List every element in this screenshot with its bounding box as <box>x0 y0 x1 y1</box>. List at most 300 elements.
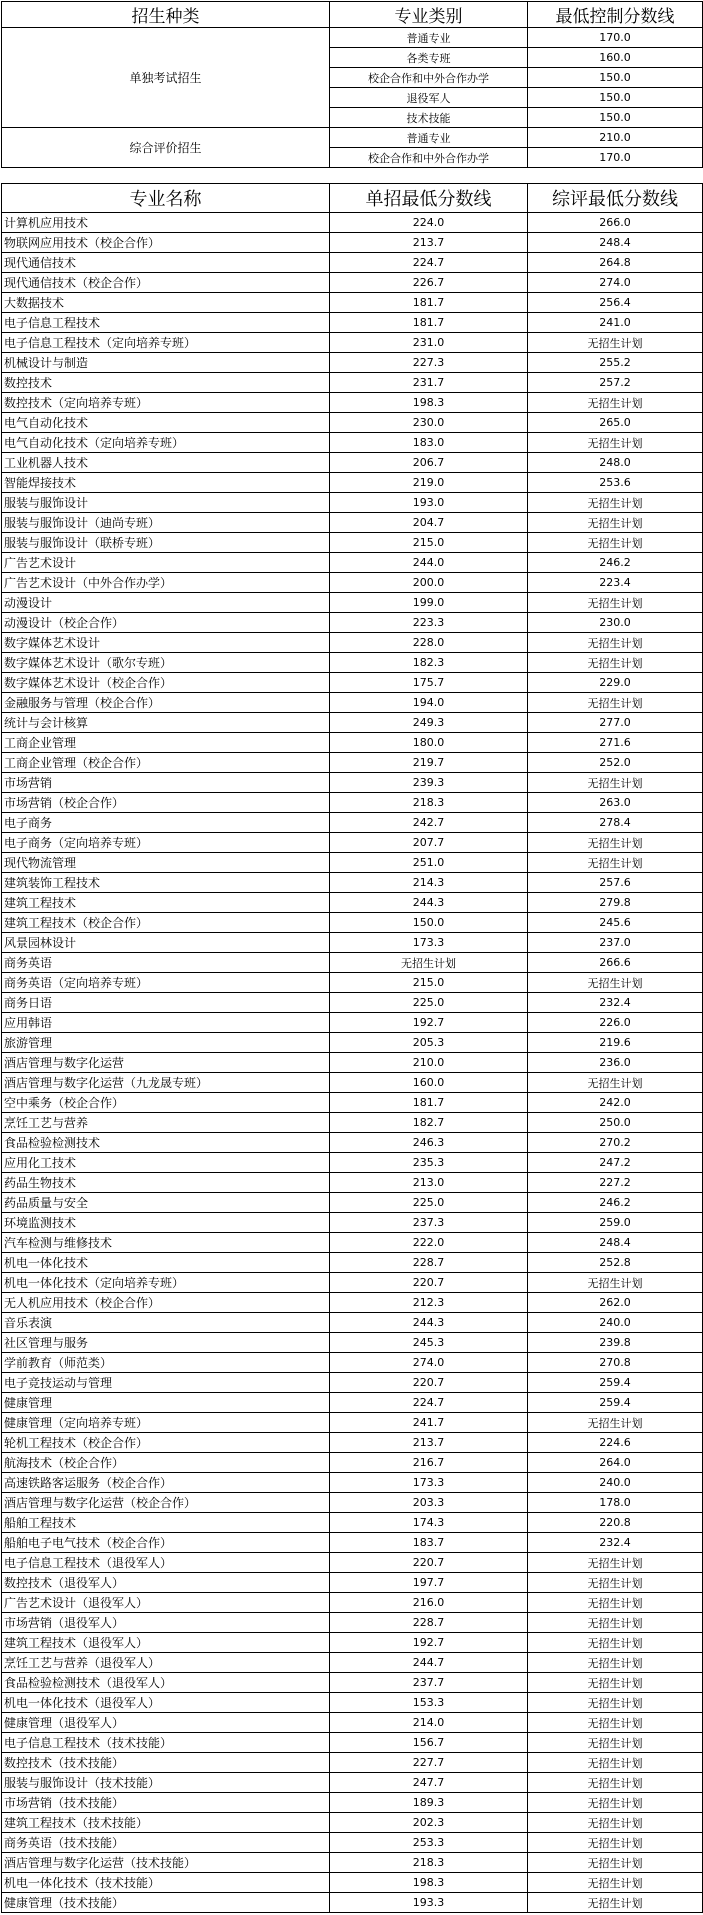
table-row <box>2 453 703 473</box>
table-row <box>2 1533 703 1553</box>
comprehensive-score-cell: 无招生计划 <box>528 1613 703 1633</box>
major-name-cell: 电子信息工程技术（技术技能） <box>2 1733 330 1753</box>
single-exam-score-cell: 227.7 <box>330 1753 528 1773</box>
major-name-cell: 酒店管理与数字化运营（校企合作） <box>2 1493 330 1513</box>
single-exam-score-cell: 247.7 <box>330 1773 528 1793</box>
major-name-cell: 工商企业管理 <box>2 733 330 753</box>
table-row <box>2 1833 703 1853</box>
table-row <box>2 253 703 273</box>
major-name-cell: 无人机应用技术（校企合作） <box>2 1293 330 1313</box>
comprehensive-score-cell: 无招生计划 <box>528 1073 703 1093</box>
single-exam-score-cell: 193.0 <box>330 493 528 513</box>
single-exam-score-cell: 244.0 <box>330 553 528 573</box>
major-name-cell: 金融服务与管理（校企合作） <box>2 693 330 713</box>
comprehensive-score-cell: 241.0 <box>528 313 703 333</box>
table-row <box>2 1113 703 1133</box>
comprehensive-score-cell: 无招生计划 <box>528 1593 703 1613</box>
single-exam-score-cell: 182.7 <box>330 1113 528 1133</box>
single-exam-score-cell: 198.3 <box>330 1873 528 1893</box>
admission-type-cell: 单独考试招生 <box>2 28 330 128</box>
single-exam-score-cell: 219.7 <box>330 753 528 773</box>
single-exam-score-cell: 226.7 <box>330 273 528 293</box>
single-exam-score-cell: 223.3 <box>330 613 528 633</box>
major-name-cell: 机械设计与制造 <box>2 353 330 373</box>
single-exam-score-cell: 249.3 <box>330 713 528 733</box>
single-exam-score-cell: 173.3 <box>330 1473 528 1493</box>
major-name-cell: 酒店管理与数字化运营 <box>2 1053 330 1073</box>
single-exam-score-cell: 231.7 <box>330 373 528 393</box>
score-cell: 210.0 <box>528 128 703 148</box>
comprehensive-score-cell: 250.0 <box>528 1113 703 1133</box>
table-row <box>2 1013 703 1033</box>
table-row <box>2 293 703 313</box>
table-row <box>2 1413 703 1433</box>
single-exam-score-cell: 235.3 <box>330 1153 528 1173</box>
comprehensive-score-cell: 无招生计划 <box>528 1713 703 1733</box>
score-cell: 150.0 <box>528 108 703 128</box>
comprehensive-score-cell: 237.0 <box>528 933 703 953</box>
comprehensive-score-cell: 无招生计划 <box>528 1573 703 1593</box>
table-row <box>2 1053 703 1073</box>
comprehensive-score-cell: 255.2 <box>528 353 703 373</box>
single-exam-score-cell: 150.0 <box>330 913 528 933</box>
single-exam-score-cell: 244.7 <box>330 1653 528 1673</box>
comprehensive-score-cell: 256.4 <box>528 293 703 313</box>
comprehensive-score-cell: 无招生计划 <box>528 833 703 853</box>
major-name-cell: 机电一体化技术（退役军人） <box>2 1693 330 1713</box>
single-exam-score-cell: 181.7 <box>330 1093 528 1113</box>
comprehensive-score-cell: 178.0 <box>528 1493 703 1513</box>
major-name-cell: 建筑工程技术 <box>2 893 330 913</box>
major-name-cell: 大数据技术 <box>2 293 330 313</box>
header-major-name: 专业名称 <box>2 184 330 213</box>
comprehensive-score-cell: 无招生计划 <box>528 513 703 533</box>
comprehensive-score-cell: 无招生计划 <box>528 773 703 793</box>
major-name-cell: 数字媒体艺术设计（歌尔专班） <box>2 653 330 673</box>
major-name-cell: 现代物流管理 <box>2 853 330 873</box>
table-row <box>2 1133 703 1153</box>
major-name-cell: 商务英语（定向培养专班） <box>2 973 330 993</box>
single-exam-score-cell: 198.3 <box>330 393 528 413</box>
comprehensive-score-cell: 无招生计划 <box>528 1553 703 1573</box>
category-cell: 普通专业 <box>330 128 528 148</box>
major-name-cell: 电子商务 <box>2 813 330 833</box>
table-row <box>2 1773 703 1793</box>
table-row <box>2 493 703 513</box>
comprehensive-score-cell: 无招生计划 <box>528 493 703 513</box>
comprehensive-score-cell: 无招生计划 <box>528 633 703 653</box>
comprehensive-score-cell: 无招生计划 <box>528 1833 703 1853</box>
major-name-cell: 广告艺术设计（中外合作办学） <box>2 573 330 593</box>
comprehensive-score-cell: 264.0 <box>528 1453 703 1473</box>
single-exam-score-cell: 207.7 <box>330 833 528 853</box>
major-name-cell: 健康管理（定向培养专班） <box>2 1413 330 1433</box>
comprehensive-score-cell: 227.2 <box>528 1173 703 1193</box>
single-exam-score-cell: 213.7 <box>330 1433 528 1453</box>
major-name-cell: 轮机工程技术（校企合作） <box>2 1433 330 1453</box>
header-row <box>2 184 703 213</box>
table-row <box>2 1733 703 1753</box>
table-row <box>2 1393 703 1413</box>
table-row <box>2 1373 703 1393</box>
single-exam-score-cell: 181.7 <box>330 313 528 333</box>
table-row <box>2 1573 703 1593</box>
comprehensive-score-cell: 230.0 <box>528 613 703 633</box>
comprehensive-score-cell: 259.4 <box>528 1393 703 1413</box>
single-exam-score-cell: 218.3 <box>330 793 528 813</box>
comprehensive-score-cell: 247.2 <box>528 1153 703 1173</box>
table-row <box>2 1553 703 1573</box>
comprehensive-score-cell: 246.2 <box>528 553 703 573</box>
single-exam-score-cell: 215.0 <box>330 533 528 553</box>
major-name-cell: 音乐表演 <box>2 1313 330 1333</box>
table-row <box>2 793 703 813</box>
single-exam-score-cell: 220.7 <box>330 1553 528 1573</box>
table-row <box>2 633 703 653</box>
comprehensive-score-cell: 无招生计划 <box>528 1773 703 1793</box>
table-row <box>2 1513 703 1533</box>
comprehensive-score-cell: 无招生计划 <box>528 1813 703 1833</box>
comprehensive-score-cell: 257.6 <box>528 873 703 893</box>
single-exam-score-cell: 200.0 <box>330 573 528 593</box>
comprehensive-score-cell: 236.0 <box>528 1053 703 1073</box>
comprehensive-score-cell: 257.2 <box>528 373 703 393</box>
major-name-cell: 空中乘务（校企合作） <box>2 1093 330 1113</box>
major-name-cell: 汽车检测与维修技术 <box>2 1233 330 1253</box>
single-exam-score-cell: 246.3 <box>330 1133 528 1153</box>
comprehensive-score-cell: 266.0 <box>528 213 703 233</box>
major-name-cell: 机电一体化技术（定向培养专班） <box>2 1273 330 1293</box>
major-name-cell: 广告艺术设计（退役军人） <box>2 1593 330 1613</box>
table-row <box>2 1313 703 1333</box>
major-name-cell: 药品质量与安全 <box>2 1193 330 1213</box>
single-exam-score-cell: 222.0 <box>330 1233 528 1253</box>
table-row <box>2 413 703 433</box>
table-row <box>2 1493 703 1513</box>
single-exam-score-cell: 237.3 <box>330 1213 528 1233</box>
table-row <box>2 1273 703 1293</box>
single-exam-score-cell: 181.7 <box>330 293 528 313</box>
major-name-cell: 电子信息工程技术 <box>2 313 330 333</box>
major-name-cell: 健康管理（退役军人） <box>2 1713 330 1733</box>
comprehensive-score-cell: 226.0 <box>528 1013 703 1033</box>
single-exam-score-cell: 182.3 <box>330 653 528 673</box>
comprehensive-score-cell: 219.6 <box>528 1033 703 1053</box>
comprehensive-score-cell: 263.0 <box>528 793 703 813</box>
major-name-cell: 健康管理 <box>2 1393 330 1413</box>
major-name-cell: 数字媒体艺术设计（校企合作） <box>2 673 330 693</box>
single-exam-score-cell: 241.7 <box>330 1413 528 1433</box>
table-row <box>2 1893 703 1913</box>
major-name-cell: 食品检验检测技术 <box>2 1133 330 1153</box>
header-major-category: 专业类别 <box>330 2 528 28</box>
table-row <box>2 973 703 993</box>
table-row <box>2 353 703 373</box>
major-name-cell: 工商企业管理（校企合作） <box>2 753 330 773</box>
table-row <box>2 813 703 833</box>
single-exam-score-cell: 227.3 <box>330 353 528 373</box>
major-name-cell: 健康管理（技术技能） <box>2 1893 330 1913</box>
single-exam-score-cell: 213.0 <box>330 1173 528 1193</box>
table-row <box>2 393 703 413</box>
comprehensive-score-cell: 无招生计划 <box>528 1753 703 1773</box>
table-row <box>2 1093 703 1113</box>
single-exam-score-cell: 225.0 <box>330 1193 528 1213</box>
single-exam-score-cell: 228.7 <box>330 1613 528 1633</box>
single-exam-score-cell: 180.0 <box>330 733 528 753</box>
single-exam-score-cell: 192.7 <box>330 1633 528 1653</box>
comprehensive-score-cell: 248.4 <box>528 233 703 253</box>
single-exam-score-cell: 228.0 <box>330 633 528 653</box>
comprehensive-score-cell: 248.4 <box>528 1233 703 1253</box>
table-row <box>2 373 703 393</box>
major-name-cell: 服装与服饰设计（技术技能） <box>2 1773 330 1793</box>
table-row <box>2 1073 703 1093</box>
table-row <box>2 1633 703 1653</box>
comprehensive-score-cell: 265.0 <box>528 413 703 433</box>
table-row <box>2 1033 703 1053</box>
comprehensive-score-cell: 无招生计划 <box>528 1653 703 1673</box>
single-exam-score-cell: 199.0 <box>330 593 528 613</box>
table-row <box>2 1193 703 1213</box>
single-exam-score-cell: 239.3 <box>330 773 528 793</box>
comprehensive-score-cell: 271.6 <box>528 733 703 753</box>
major-name-cell: 建筑工程技术（校企合作） <box>2 913 330 933</box>
score-cell: 160.0 <box>528 48 703 68</box>
comprehensive-score-cell: 270.2 <box>528 1133 703 1153</box>
table-row <box>2 1173 703 1193</box>
table-row <box>2 573 703 593</box>
comprehensive-score-cell: 无招生计划 <box>528 1793 703 1813</box>
single-exam-score-cell: 203.3 <box>330 1493 528 1513</box>
major-name-cell: 机电一体化技术（技术技能） <box>2 1873 330 1893</box>
comprehensive-score-cell: 245.6 <box>528 913 703 933</box>
single-exam-score-cell: 220.7 <box>330 1273 528 1293</box>
table-row <box>2 1453 703 1473</box>
major-name-cell: 药品生物技术 <box>2 1173 330 1193</box>
comprehensive-score-cell: 240.0 <box>528 1313 703 1333</box>
major-name-cell: 电子商务（定向培养专班） <box>2 833 330 853</box>
comprehensive-score-cell: 无招生计划 <box>528 333 703 353</box>
table-row <box>2 613 703 633</box>
comprehensive-score-cell: 239.8 <box>528 1333 703 1353</box>
table-row <box>2 433 703 453</box>
major-name-cell: 市场营销（技术技能） <box>2 1793 330 1813</box>
major-name-cell: 电子竞技运动与管理 <box>2 1373 330 1393</box>
single-exam-score-cell: 231.0 <box>330 333 528 353</box>
table-row <box>2 773 703 793</box>
table-row <box>2 1793 703 1813</box>
major-name-cell: 数控技术 <box>2 373 330 393</box>
table-row <box>2 1233 703 1253</box>
table-row <box>2 533 703 553</box>
table-row <box>2 933 703 953</box>
major-name-cell: 市场营销（校企合作） <box>2 793 330 813</box>
comprehensive-score-cell: 无招生计划 <box>528 1673 703 1693</box>
major-name-cell: 商务英语（技术技能） <box>2 1833 330 1853</box>
score-cell: 170.0 <box>528 148 703 168</box>
comprehensive-score-cell: 259.0 <box>528 1213 703 1233</box>
single-exam-score-cell: 205.3 <box>330 1033 528 1053</box>
major-name-cell: 电子信息工程技术（退役军人） <box>2 1553 330 1573</box>
major-name-cell: 物联网应用技术（校企合作） <box>2 233 330 253</box>
major-name-cell: 食品检验检测技术（退役军人） <box>2 1673 330 1693</box>
header-admission-type: 招生种类 <box>2 2 330 28</box>
single-exam-score-cell: 212.3 <box>330 1293 528 1313</box>
major-name-cell: 数字媒体艺术设计 <box>2 633 330 653</box>
comprehensive-score-cell: 242.0 <box>528 1093 703 1113</box>
major-name-cell: 机电一体化技术 <box>2 1253 330 1273</box>
single-exam-score-cell: 245.3 <box>330 1333 528 1353</box>
comprehensive-score-cell: 262.0 <box>528 1293 703 1313</box>
major-name-cell: 烹饪工艺与营养（退役军人） <box>2 1653 330 1673</box>
comprehensive-score-cell: 无招生计划 <box>528 393 703 413</box>
major-name-cell: 服装与服饰设计（联桥专班） <box>2 533 330 553</box>
single-exam-score-cell: 216.7 <box>330 1453 528 1473</box>
single-exam-score-cell: 224.0 <box>330 213 528 233</box>
single-exam-score-cell: 228.7 <box>330 1253 528 1273</box>
comprehensive-score-cell: 224.6 <box>528 1433 703 1453</box>
header-single-exam-min-score: 单招最低分数线 <box>330 184 528 213</box>
table-row <box>2 993 703 1013</box>
comprehensive-score-cell: 无招生计划 <box>528 1693 703 1713</box>
major-name-cell: 船舶电子电气技术（校企合作） <box>2 1533 330 1553</box>
major-name-cell: 广告艺术设计 <box>2 553 330 573</box>
comprehensive-score-cell: 无招生计划 <box>528 973 703 993</box>
comprehensive-score-cell: 无招生计划 <box>528 693 703 713</box>
major-name-cell: 市场营销 <box>2 773 330 793</box>
category-cell: 校企合作和中外合作办学 <box>330 68 528 88</box>
single-exam-score-cell: 202.3 <box>330 1813 528 1833</box>
table-row <box>2 833 703 853</box>
major-name-cell: 动漫设计（校企合作） <box>2 613 330 633</box>
admission-type-cell: 综合评价招生 <box>2 128 330 168</box>
major-name-cell: 数控技术（退役军人） <box>2 1573 330 1593</box>
comprehensive-score-cell: 无招生计划 <box>528 1273 703 1293</box>
major-name-cell: 风景园林设计 <box>2 933 330 953</box>
category-cell: 校企合作和中外合作办学 <box>330 148 528 168</box>
comprehensive-score-cell: 278.4 <box>528 813 703 833</box>
table-row <box>2 333 703 353</box>
table-row <box>2 1673 703 1693</box>
table-row <box>2 953 703 973</box>
table-row <box>2 1353 703 1373</box>
table-row <box>2 1473 703 1493</box>
major-name-cell: 工业机器人技术 <box>2 453 330 473</box>
comprehensive-score-cell: 259.4 <box>528 1373 703 1393</box>
table-row <box>2 1433 703 1453</box>
comprehensive-score-cell: 277.0 <box>528 713 703 733</box>
comprehensive-score-cell: 无招生计划 <box>528 1873 703 1893</box>
comprehensive-score-cell: 253.6 <box>528 473 703 493</box>
single-exam-score-cell: 274.0 <box>330 1353 528 1373</box>
table-row <box>2 1873 703 1893</box>
table-row <box>2 1853 703 1873</box>
table-row <box>2 753 703 773</box>
table-row <box>2 553 703 573</box>
category-cell: 普通专业 <box>330 28 528 48</box>
single-exam-score-cell: 183.0 <box>330 433 528 453</box>
major-name-cell: 服装与服饰设计 <box>2 493 330 513</box>
single-exam-score-cell: 253.3 <box>330 1833 528 1853</box>
comprehensive-score-cell: 264.8 <box>528 253 703 273</box>
table-row <box>2 273 703 293</box>
major-name-cell: 航海技术（校企合作） <box>2 1453 330 1473</box>
major-name-cell: 学前教育（师范类） <box>2 1353 330 1373</box>
single-exam-score-cell: 218.3 <box>330 1853 528 1873</box>
header-min-control-score: 最低控制分数线 <box>528 2 703 28</box>
single-exam-score-cell: 225.0 <box>330 993 528 1013</box>
comprehensive-score-cell: 无招生计划 <box>528 1893 703 1913</box>
single-exam-score-cell: 173.3 <box>330 933 528 953</box>
comprehensive-score-cell: 无招生计划 <box>528 1633 703 1653</box>
major-name-cell: 智能焊接技术 <box>2 473 330 493</box>
comprehensive-score-cell: 223.4 <box>528 573 703 593</box>
table-row <box>2 733 703 753</box>
table-row <box>2 1293 703 1313</box>
category-cell: 退役军人 <box>330 88 528 108</box>
table-row <box>2 473 703 493</box>
table-row <box>2 313 703 333</box>
comprehensive-score-cell: 220.8 <box>528 1513 703 1533</box>
single-exam-score-cell: 160.0 <box>330 1073 528 1093</box>
major-name-cell: 商务英语 <box>2 953 330 973</box>
comprehensive-score-cell: 无招生计划 <box>528 1853 703 1873</box>
major-name-cell: 市场营销（退役军人） <box>2 1613 330 1633</box>
single-exam-score-cell: 175.7 <box>330 673 528 693</box>
single-exam-score-cell: 251.0 <box>330 853 528 873</box>
major-name-cell: 现代通信技术（校企合作） <box>2 273 330 293</box>
comprehensive-score-cell: 240.0 <box>528 1473 703 1493</box>
table-row <box>2 873 703 893</box>
comprehensive-score-cell: 无招生计划 <box>528 653 703 673</box>
table-row <box>2 1713 703 1733</box>
comprehensive-score-cell: 270.8 <box>528 1353 703 1373</box>
comprehensive-score-cell: 无招生计划 <box>528 433 703 453</box>
single-exam-score-cell: 189.3 <box>330 1793 528 1813</box>
table-row <box>2 1333 703 1353</box>
major-name-cell: 建筑装饰工程技术 <box>2 873 330 893</box>
header-row <box>2 2 703 28</box>
major-name-cell: 电子信息工程技术（定向培养专班） <box>2 333 330 353</box>
major-name-cell: 商务日语 <box>2 993 330 1013</box>
table-row <box>2 1693 703 1713</box>
comprehensive-score-cell: 279.8 <box>528 893 703 913</box>
major-name-cell: 现代通信技术 <box>2 253 330 273</box>
table-row <box>2 853 703 873</box>
single-exam-score-cell: 194.0 <box>330 693 528 713</box>
table-row <box>2 1813 703 1833</box>
major-name-cell: 建筑工程技术（技术技能） <box>2 1813 330 1833</box>
single-exam-score-cell: 220.7 <box>330 1373 528 1393</box>
table-row <box>2 1593 703 1613</box>
single-exam-score-cell: 204.7 <box>330 513 528 533</box>
comprehensive-score-cell: 无招生计划 <box>528 853 703 873</box>
header-comprehensive-min-score: 综评最低分数线 <box>528 184 703 213</box>
comprehensive-score-cell: 无招生计划 <box>528 1413 703 1433</box>
single-exam-score-cell: 153.3 <box>330 1693 528 1713</box>
comprehensive-score-cell: 252.8 <box>528 1253 703 1273</box>
major-name-cell: 电气自动化技术（定向培养专班） <box>2 433 330 453</box>
comprehensive-score-cell: 无招生计划 <box>528 593 703 613</box>
single-exam-score-cell: 213.7 <box>330 233 528 253</box>
single-exam-score-cell: 224.7 <box>330 253 528 273</box>
table-row <box>2 1613 703 1633</box>
table-row <box>2 693 703 713</box>
single-exam-score-cell: 174.3 <box>330 1513 528 1533</box>
table-row <box>2 1213 703 1233</box>
single-exam-score-cell: 242.7 <box>330 813 528 833</box>
